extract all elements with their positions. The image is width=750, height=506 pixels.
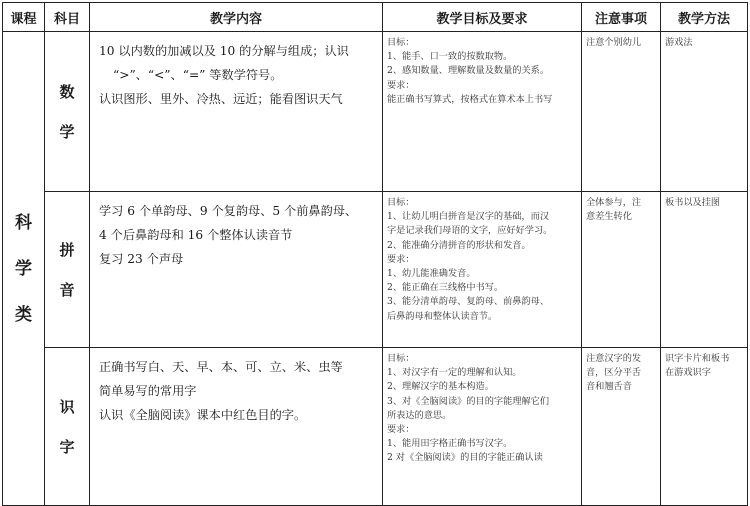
content-cell <box>90 32 383 192</box>
goals-line: 2 对《全脑阅读》的目的字能正确认读 <box>387 452 543 464</box>
goals-line: 3、能分清单韵母、复韵母、前鼻韵母、 <box>387 296 550 308</box>
subject-char: 学 <box>59 122 75 141</box>
subject-cell-pinyin <box>45 192 90 348</box>
header-subject: 科目 <box>45 3 90 32</box>
goals-line: 1、对汉字有一定的理解和认知。 <box>387 367 522 379</box>
method-cell <box>661 192 748 348</box>
goals-line: 要求： <box>387 79 415 91</box>
notes-line: 注意个别幼儿 <box>586 37 642 48</box>
goals-line: 目标： <box>387 37 415 48</box>
category-char: 科 <box>15 212 32 233</box>
content-line: 复习 23 个声母 <box>99 252 184 266</box>
content-line: 简单易写的常用字 <box>99 384 197 398</box>
goals-line: 2、理解汉字的基本构造。 <box>387 381 494 393</box>
notes-cell <box>582 192 661 348</box>
goals-line: 2、能正确在三线格中书写。 <box>387 282 504 294</box>
goals-line: 要求： <box>387 424 415 436</box>
content-line: 4 个后鼻韵母和 16 个整体认读音节 <box>99 228 293 242</box>
goals-line: 目标： <box>387 197 415 208</box>
content-line: 正确书写白、天、早、本、可、立、米、虫等 <box>99 360 343 374</box>
subject-char: 音 <box>59 280 75 299</box>
notes-line: 音和翘舌音 <box>586 381 632 392</box>
subject-char: 数 <box>59 82 75 101</box>
content-line: 学习 6 个单韵母、9 个复韵母、5 个前鼻韵母、 <box>99 204 358 218</box>
notes-cell <box>582 348 661 506</box>
category-cell <box>3 32 45 506</box>
subject-cell-literacy <box>45 348 90 506</box>
goals-line: 1、能手、口一致的按数取物。 <box>387 51 513 63</box>
goals-line: 后鼻韵母和整体认读音节。 <box>387 310 498 322</box>
content-line: “>”、“<”、“=” 等数学符号。 <box>113 68 283 82</box>
subject-char: 拼 <box>59 240 75 259</box>
goals-line: 所表达的意思。 <box>387 409 452 421</box>
method-cell <box>661 32 748 192</box>
lesson-plan-table <box>2 2 748 506</box>
goals-line: 要求： <box>387 253 415 265</box>
subject-char: 识 <box>59 397 75 416</box>
header-content: 教学内容 <box>90 3 383 32</box>
category-char: 学 <box>15 258 32 279</box>
goals-line: 2、感知数量、理解数量及数量的关系。 <box>387 65 550 77</box>
method-cell <box>661 348 748 506</box>
content-line: 10 以内数的加减以及 10 的分解与组成；认识 <box>99 44 349 58</box>
content-line: 认识《全脑阅读》课本中红色目的字。 <box>99 408 307 422</box>
goals-line: 2、能准确分清拼音的形状和发音。 <box>387 239 531 251</box>
category-char: 类 <box>15 304 32 325</box>
header-notes: 注意事项 <box>582 3 661 32</box>
notes-line: 音，区分平舌 <box>586 367 642 378</box>
goals-line: 目标： <box>387 353 415 364</box>
subject-cell-math <box>45 32 90 192</box>
method-line: 板书以及挂图 <box>665 197 721 208</box>
method-line: 在游戏识字 <box>665 367 711 378</box>
method-line: 游戏法 <box>665 37 693 48</box>
goals-cell <box>383 192 582 348</box>
method-line: 识字卡片和板书 <box>665 353 730 364</box>
goals-line: 1、让幼儿明白拼音是汉字的基础，而汉 <box>387 211 550 223</box>
goals-line: 能正确书写算式，按格式在算术本上书写 <box>387 93 553 105</box>
notes-line: 注意汉字的发 <box>586 353 642 364</box>
table-row <box>3 32 748 192</box>
notes-cell <box>582 32 661 192</box>
header-goals: 教学目标及要求 <box>383 3 582 32</box>
goals-line: 1、幼儿能准确发音。 <box>387 268 476 280</box>
header-row <box>3 3 748 32</box>
header-course: 课程 <box>3 3 45 32</box>
goals-line: 3、对《全脑阅读》的目的字能理解它们 <box>387 395 550 407</box>
content-cell <box>90 192 383 348</box>
content-cell <box>90 348 383 506</box>
notes-line: 全体参与，注 <box>586 197 642 208</box>
notes-line: 意差生转化 <box>586 211 632 222</box>
goals-line: 1、能用田字格正确书写汉字。 <box>387 438 513 450</box>
content-line: 认识图形、里外、冷热、远近；能看图识天气 <box>99 92 343 106</box>
goals-cell <box>383 348 582 506</box>
goals-line: 字是记录我们母语的文字，应好好学习。 <box>387 225 553 237</box>
header-method: 教学方法 <box>661 3 748 32</box>
table-row <box>3 192 748 348</box>
subject-char: 字 <box>59 437 75 456</box>
table-row <box>3 348 748 506</box>
goals-cell <box>383 32 582 192</box>
